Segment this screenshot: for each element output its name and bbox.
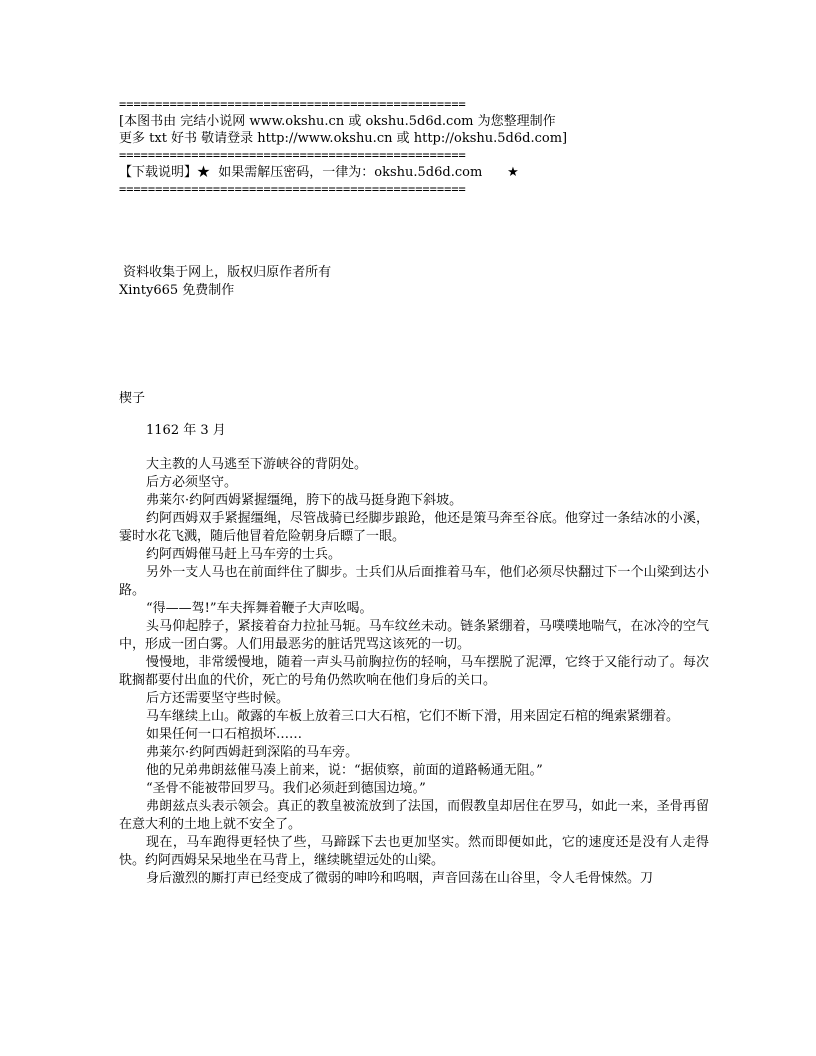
separator-rule: ================================================ (119, 182, 466, 196)
chapter-date: 1162 年 3 月 (146, 423, 226, 438)
paragraph: 后方还需要坚守些时候。 (146, 691, 290, 706)
paragraph: 如果任何一口石棺损坏…… (146, 727, 303, 742)
paragraph: 慢慢地，非常缓慢地，随着一声头马前胸拉伤的轻响，马车摆脱了泥潭，它终于又能行动了。每次耽搁都要付出血的代价，死亡的号角仍然吹响在他们身后的关口。 (119, 655, 709, 688)
copyright-note: 资料收集于网上，版权归原作者所有 (119, 265, 332, 280)
paragraph: 约阿西姆催马赶上马车旁的士兵。 (146, 547, 342, 562)
paragraph: 后方必须坚守。 (146, 475, 238, 490)
paragraph: 约阿西姆双手紧握缰绳，尽管战骑已经脚步踉跄，他还是策马奔至谷底。他穿过一条结冰的小溪，霎时水花飞溅，随后他冒着危险朝身后瞟了一眼。 (119, 511, 709, 544)
paragraph: 大主教的人马逃至下游峡谷的背阴处。 (146, 457, 368, 472)
paragraph: 马车继续上山。敞露的车板上放着三口大石棺，它们不断下滑，用来固定石棺的绳索紧绷着。 (146, 709, 680, 724)
paragraph: 弗朗兹点头表示领会。真正的教皇被流放到了法国，而假教皇却居住在罗马，如此一来，圣骨再留在意大利的土地上就不安全了。 (119, 799, 709, 832)
download-note: 【下载说明】★ 如果需解压密码，一律为：okshu.5d6d.com ★ (119, 165, 519, 180)
paragraph: “圣骨不能被带回罗马。我们必须赶到德国边境。” (146, 781, 426, 796)
paragraph: 另外一支人马也在前面绊住了脚步。士兵们从后面推着马车，他们必须尽快翻过下一个山梁到达小路。 (119, 565, 709, 598)
document-page (119, 96, 709, 888)
paragraph: 身后激烈的厮打声已经变成了微弱的呻吟和呜咽，声音回荡在山谷里，令人毛骨悚然。刀 (146, 871, 654, 886)
paragraph: 弗莱尔·约阿西姆赶到深陷的马车旁。 (146, 745, 359, 760)
paragraph: 现在，马车跑得更轻快了些，马蹄踩下去也更加坚实。然而即便如此，它的速度还是没有人走得快。约阿西姆呆呆地坐在马背上，继续眺望远处的山梁。 (119, 835, 709, 868)
source-notice-line-2: 更多 txt 好书 敬请登录 http://www.okshu.cn 或 http://okshu.5d6d.com] (119, 131, 568, 146)
chapter-body (119, 456, 709, 888)
chapter-title: 楔子 (119, 391, 146, 406)
paragraph: 他的兄弟弗朗兹催马凑上前来，说：“据侦察，前面的道路畅通无阻。” (146, 763, 543, 778)
producer-credit: Xinty665 免费制作 (119, 283, 235, 298)
separator-rule: ================================================ (119, 97, 466, 111)
separator-rule: ================================================ (119, 148, 466, 162)
paragraph: 弗莱尔·约阿西姆紧握缰绳，胯下的战马挺身跑下斜坡。 (146, 493, 463, 508)
source-notice-line-1: [本图书由 完结小说网 www.okshu.cn 或 okshu.5d6d.com 为您整理制作 (119, 114, 556, 129)
paragraph: “得——驾!”车夫挥舞着鞭子大声吆喝。 (146, 601, 373, 616)
paragraph: 头马仰起脖子，紧接着奋力拉扯马轭。马车纹丝未动。链条紧绷着，马噗噗地喘气，在冰冷的空气中，形成一团白雾。人们用最恶劣的脏话咒骂这该死的一切。 (119, 619, 709, 652)
